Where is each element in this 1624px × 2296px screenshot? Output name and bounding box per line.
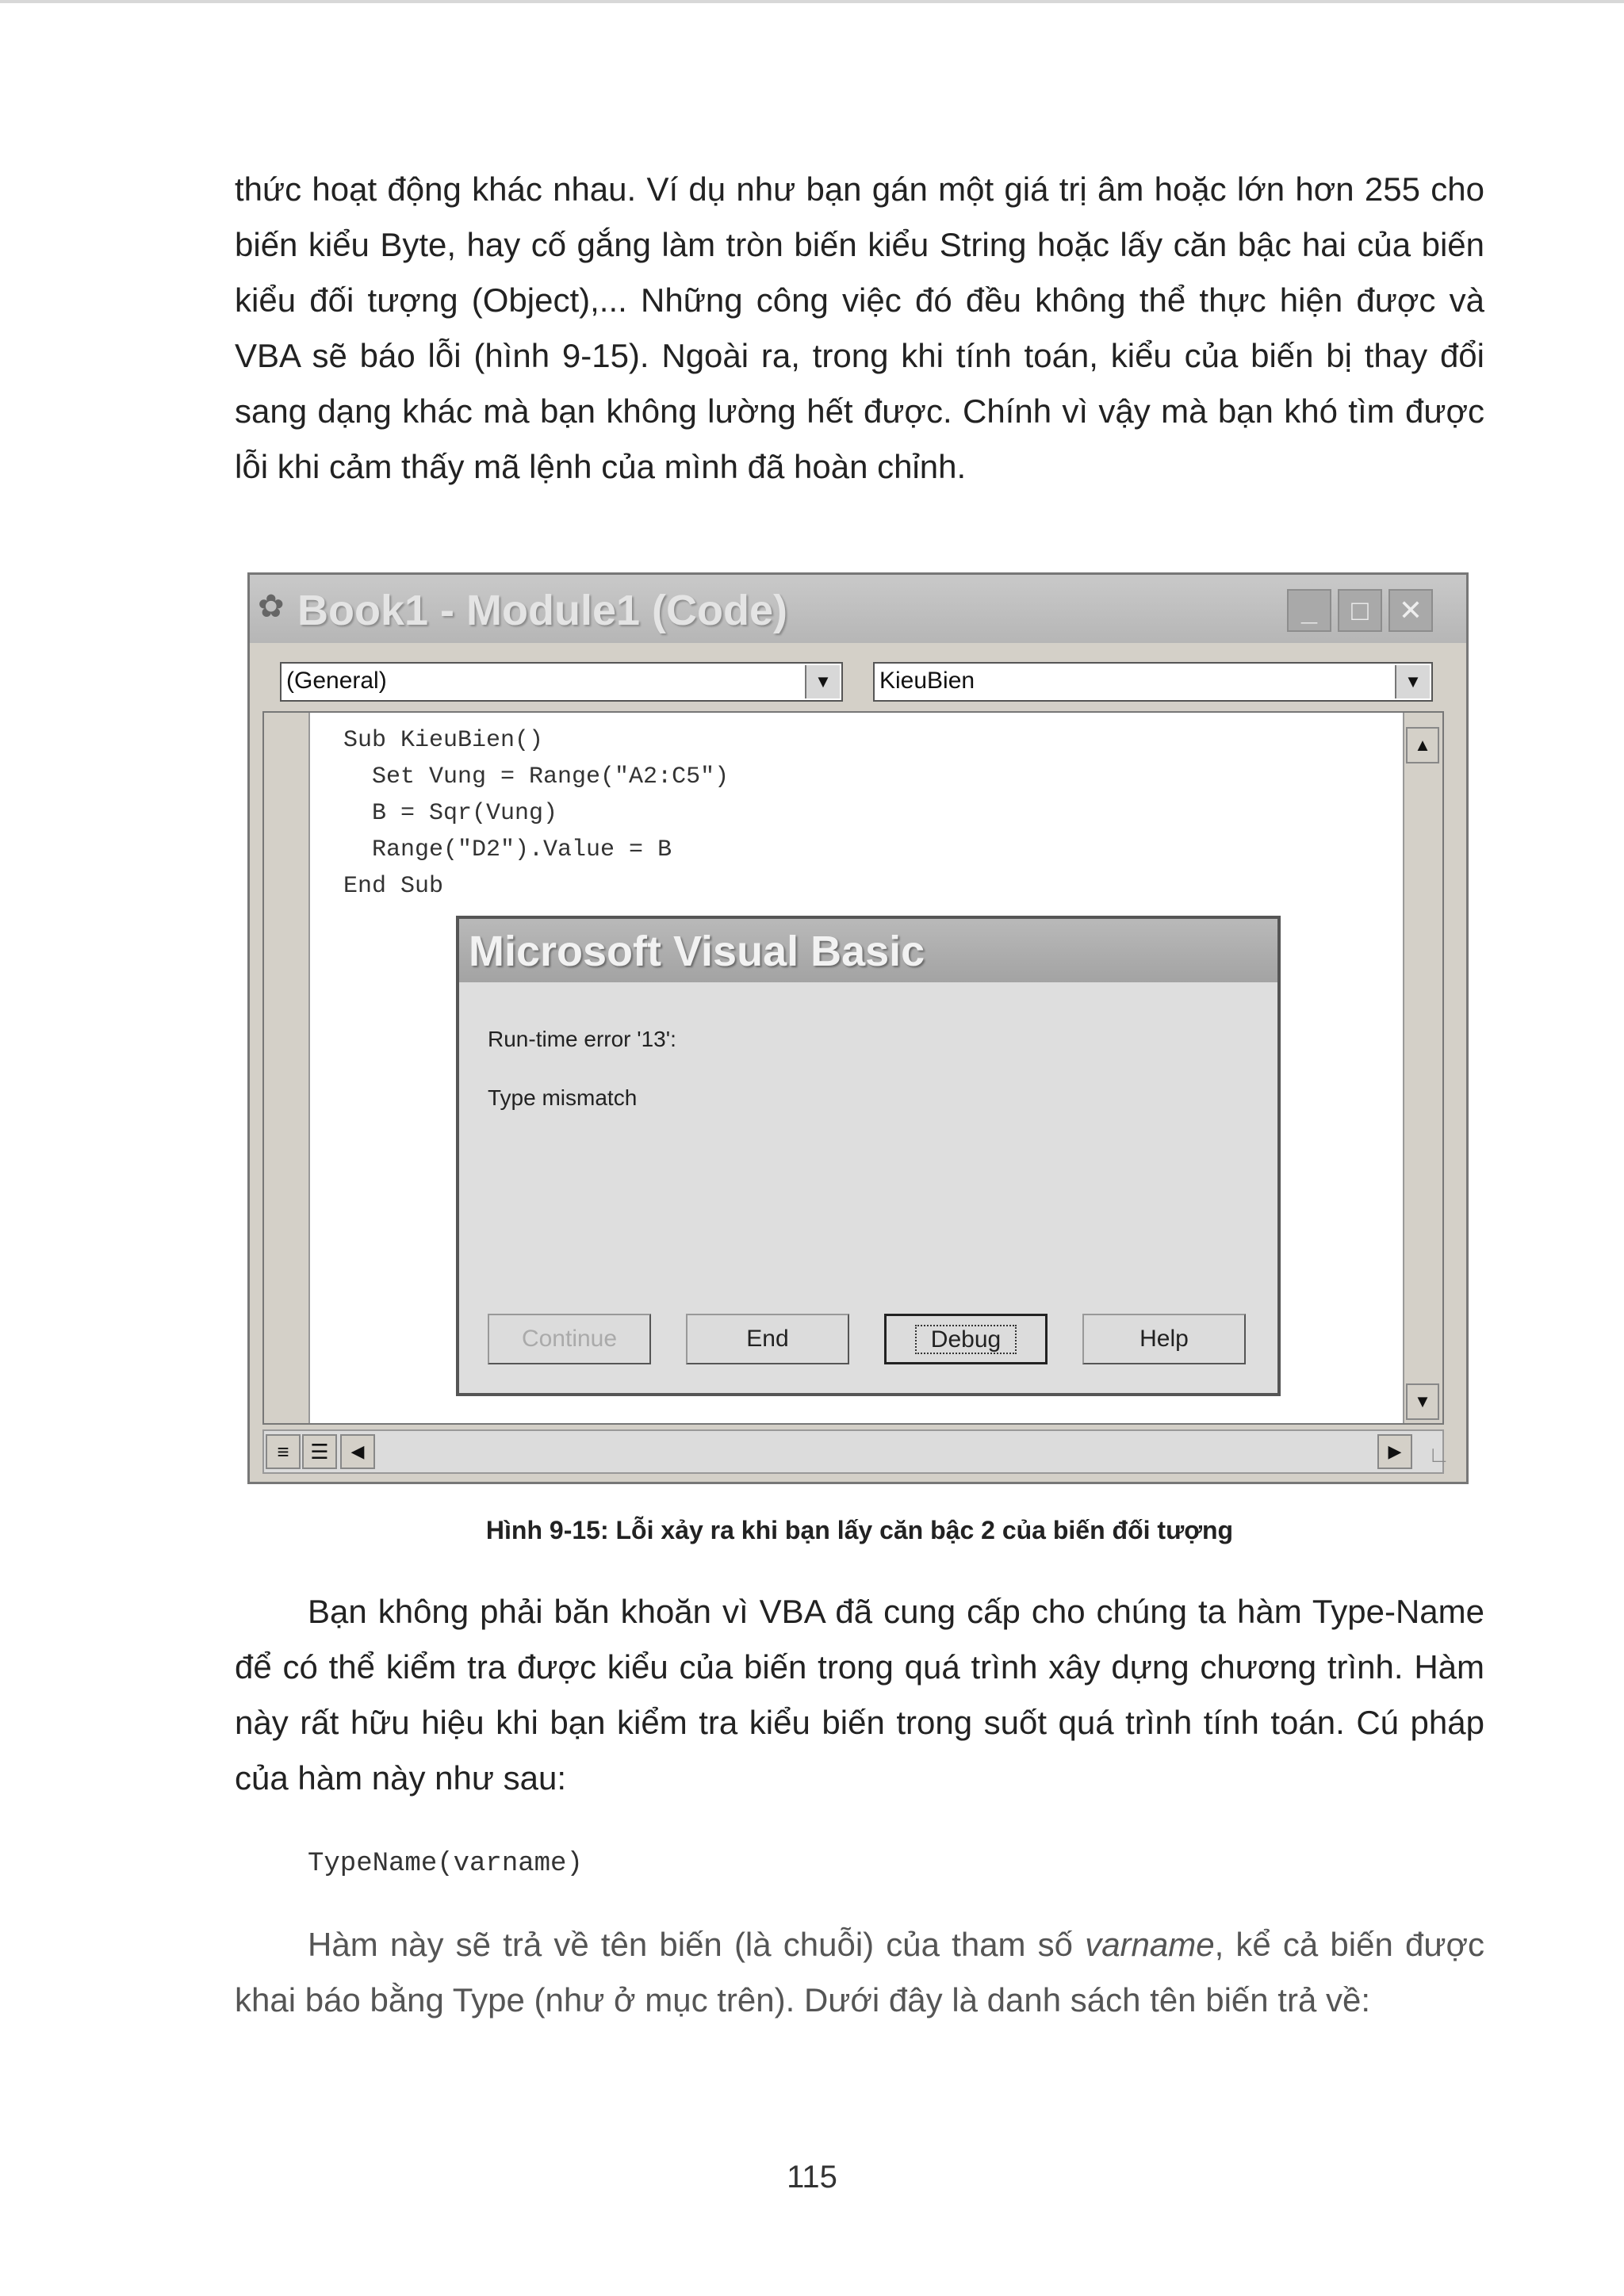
end-button-label: End [746,1326,789,1352]
editor-titlebar [250,575,1466,643]
debug-button-label: Debug [915,1325,1017,1354]
figure-caption: Hình 9-15: Lỗi xảy ra khi bạn lấy căn bậc 2 của biến đối tượng [485,1516,1234,1544]
help-button-label: Help [1139,1326,1189,1352]
error-number-text: Run-time error '13': [488,1027,676,1051]
full-module-view-icon[interactable]: ☰ [302,1434,337,1469]
paragraph-intro-text: thức hoạt động khác nhau. Ví dụ như bạn gán một giá trị âm hoặc lớn hơn 255 cho biến kiểu Byte, hay cố gắng làm tròn biến kiểu String hoặc lấy căn bậc hai của biến kiểu đối tượng (Object),... Những công việc đó đều không thể thực hiện được và VBA sẽ báo lỗi (hình 9-15). Ngoài ra, trong khi tính toán, kiểu của biến bị thay đổi sang dạng khác mà bạn không lường hết được. Chính vì vậy mà bạn khó tìm được lỗi khi cảm thấy mã lệnh của mình đã hoàn chỉnh. [235,170,1484,485]
horizontal-scrollbar[interactable] [262,1429,1444,1474]
top-edge-line [0,0,1624,3]
maximize-icon: □ [1351,594,1369,626]
procedure-combo[interactable] [873,662,1433,702]
object-combo[interactable] [280,662,843,702]
paragraph-return [235,1917,1484,2028]
maximize-button[interactable] [1338,589,1382,632]
paragraph-return-part1: Hàm này sẽ trả về tên biến (là chuỗi) của tham số [308,1926,1086,1963]
scroll-right-icon[interactable]: ▶ [1377,1434,1412,1469]
vertical-scrollbar[interactable] [1403,713,1442,1423]
continue-button-label: Continue [521,1326,618,1352]
editor-window-title: Book1 - Module1 (Code) [297,587,787,634]
close-button[interactable] [1388,589,1433,632]
syntax-example: TypeName(varname) [308,1849,583,1879]
paragraph-typename [235,1584,1484,1806]
page-number: 115 [787,2160,837,2195]
dialog-titlebar [459,919,1277,982]
procedure-view-icon[interactable]: ≡ [266,1434,301,1469]
code-line: B = Sqr(Vung) [343,800,558,827]
module-icon: ✿ [258,589,285,624]
resize-grip-icon[interactable]: ∟ [1428,1442,1450,1467]
close-icon: ✕ [1398,594,1423,626]
scroll-down-icon[interactable]: ▼ [1406,1383,1439,1420]
procedure-combo-value: KieuBien [879,668,975,694]
paragraph-return-text [235,1917,1484,2028]
code-line: Sub KieuBien() [343,727,544,754]
margin-indicator-bar [264,713,310,1423]
debug-button[interactable] [884,1314,1048,1364]
scroll-left-icon[interactable]: ◀ [340,1434,375,1469]
minimize-button[interactable] [1287,589,1331,632]
continue-button[interactable] [488,1314,651,1364]
end-button[interactable] [686,1314,849,1364]
dialog-title: Microsoft Visual Basic [469,928,925,975]
help-button[interactable] [1082,1314,1246,1364]
code-line: Set Vung = Range("A2:C5") [343,763,730,790]
paragraph-return-part2: , kể cả biến được khai báo bằng Type (như ở mục trên). Dưới đây là danh sách tên biến trả về: [235,1926,1485,2019]
scroll-up-icon[interactable]: ▲ [1406,727,1439,763]
object-combo-value: (General) [286,668,387,694]
paragraph-intro [235,162,1484,495]
chevron-down-icon[interactable]: ▼ [805,665,840,698]
error-dialog [456,916,1281,1396]
chevron-down-icon[interactable]: ▼ [1395,665,1430,698]
error-message-text: Type mismatch [488,1085,638,1110]
vba-editor-screenshot [247,572,1469,1484]
code-text[interactable] [343,722,729,905]
minimize-icon: _ [1300,594,1318,626]
code-line: Range("D2").Value = B [343,836,672,863]
paragraph-typename-text: Bạn không phải băn khoăn vì VBA đã cung cấp cho chúng ta hàm Type-Name để có thể kiểm tra được kiểu của biến trong quá trình xây dựng chương trình. Hàm này rất hữu hiệu khi bạn kiểm tra kiểu biến trong suốt quá trình tính toán. Cú pháp của hàm này như sau: [235,1593,1484,1797]
varname-emphasis: varname [1085,1926,1215,1963]
code-line: End Sub [343,873,444,900]
